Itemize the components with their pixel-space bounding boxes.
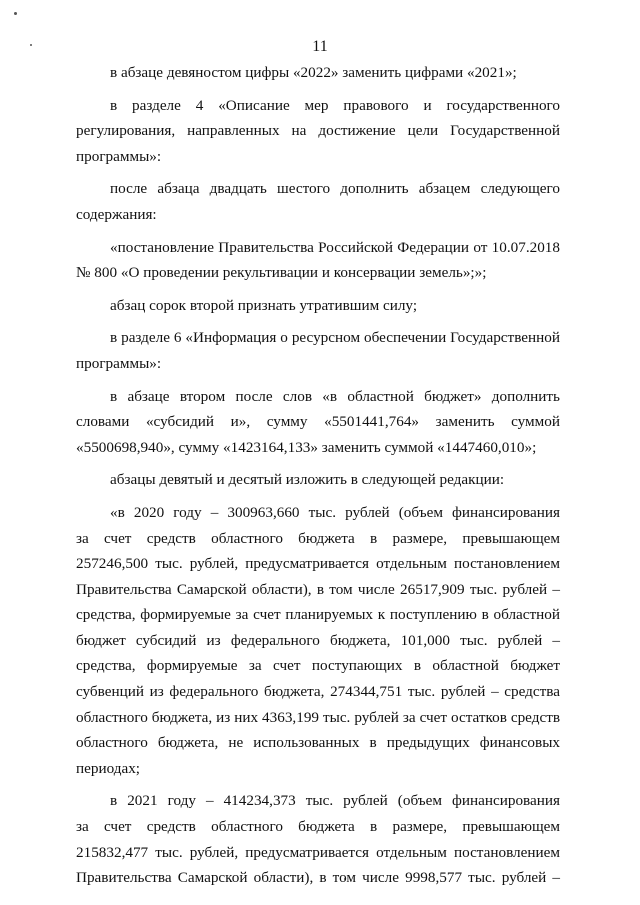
text-line: в абзаце втором после слов «в областной бюджет» дополнить — [110, 387, 560, 405]
text-line: «постановление Правительства Российской Федерации от 10.07.2018 — [110, 238, 560, 256]
text-line: словами «субсидий и», сумму «5501441,764» заменить суммой — [76, 413, 560, 431]
text-line: № 800 «О проведении рекультивации и консервации земель»;»; — [76, 264, 487, 282]
paragraph — [76, 384, 560, 461]
text-line: 215832,477 тыс. рублей, предусматривается отдельным постановлением — [76, 843, 560, 861]
paragraph — [76, 176, 560, 227]
text-line: в 2021 году – 414234,373 тыс. рублей (объем финансирования — [110, 792, 560, 810]
scan-speck — [14, 12, 17, 15]
text-line: субвенций из федерального бюджета, 274344,751 тыс. рублей – средства — [76, 683, 560, 701]
text-line: «5500698,940», сумму «1423164,133» заменить суммой «1447460,010»; — [76, 438, 537, 456]
text-line: программы»: — [76, 147, 162, 165]
text-line: содержания: — [76, 205, 157, 223]
text-line: средства, формируемые за счет поступающих в областной бюджет — [76, 657, 560, 675]
text-line: областного бюджета, не использованных в предыдущих финансовых — [76, 734, 560, 752]
paragraph — [76, 235, 560, 286]
paragraph — [76, 500, 560, 782]
text-line: в абзаце девяностом цифры «2022» заменить цифрами «2021»; — [110, 64, 517, 81]
paragraph — [76, 293, 560, 319]
paragraph — [76, 325, 560, 376]
text-line: периодах; — [76, 759, 141, 777]
text-line: Правительства Самарской области), в том числе 9998,577 тыс. рублей – — [76, 869, 560, 887]
text-line: Правительства Самарской области), в том числе 26517,909 тыс. рублей – — [76, 580, 560, 598]
text-line: бюджет субсидий из федерального бюджета, 101,000 тыс. рублей – — [76, 631, 560, 649]
document-body — [76, 60, 560, 898]
paragraph — [76, 467, 560, 493]
text-line: регулирования, направленных на достижение цели Государственной — [76, 122, 560, 140]
text-line: абзац сорок второй признать утратившим силу; — [110, 296, 418, 314]
text-line: 257246,500 тыс. рублей, предусматривается отдельным постановлением — [76, 555, 560, 573]
text-line: областного бюджета, из них 4363,199 тыс. рублей за счет остатков средств — [76, 708, 560, 726]
text-line: в разделе 6 «Информация о ресурсном обеспечении Государственной — [110, 329, 560, 347]
text-line: после абзаца двадцать шестого дополнить абзацем следующего — [110, 180, 560, 198]
text-line: средства, формируемые за счет планируемых к поступлению в областной — [76, 606, 560, 624]
text-line: абзацы девятый и десятый изложить в следующей редакции: — [110, 471, 505, 489]
text-line: «в 2020 году – 300963,660 тыс. рублей (объем финансирования — [110, 503, 560, 521]
text-line: программы»: — [76, 354, 162, 372]
page-number: 11 — [312, 38, 328, 55]
paragraph — [76, 788, 560, 890]
paragraph — [76, 93, 560, 170]
paragraph — [76, 60, 560, 86]
text-line: за счет средств областного бюджета в размере, превышающем — [76, 818, 560, 836]
text-line: в разделе 4 «Описание мер правового и государственного — [110, 96, 560, 114]
text-line: за счет средств областного бюджета в размере, превышающем — [76, 529, 560, 547]
